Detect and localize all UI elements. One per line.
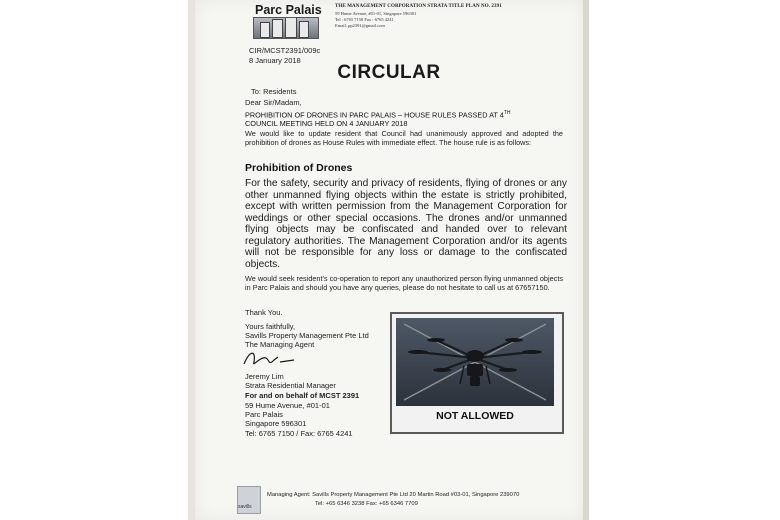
reference-number: CIR/MCST2391/009c — [249, 46, 321, 55]
circular-date: 8 January 2018 — [249, 56, 301, 65]
sig-address-line-2: Parc Palais — [245, 410, 283, 419]
sig-address-line-1: 59 Hume Avenue, #01-01 — [245, 401, 330, 410]
management-title: THE MANAGEMENT CORPORATION STRATA TITLE PLAN NO. 2391 — [335, 4, 502, 9]
section-title: Prohibition of Drones — [245, 162, 353, 174]
drone-photo — [396, 318, 554, 406]
logo-name: Parc Palais — [255, 3, 322, 17]
subject-superscript: TH — [503, 110, 511, 116]
background-right-edge — [583, 0, 589, 520]
circular-document — [195, 0, 583, 520]
signatory-title: Strata Residential Manager — [245, 381, 336, 390]
sig-address-line-3: Singapore 596301 — [245, 419, 307, 428]
thank-you: Thank You. — [245, 308, 283, 317]
footer-line-2: Tel: +65 6346 3238 Fax: +65 6346 7709 — [315, 501, 418, 507]
footer-line-1: Managing Agent: Savills Property Management Pte Ltd 20 Martin Road #03-01, Singapore 239070 — [267, 492, 520, 498]
managing-role: The Managing Agent — [245, 340, 315, 349]
sig-contact: Tel: 6765 7150 / Fax: 6765 4241 — [245, 429, 353, 438]
management-address: 59 Hume Avenue, #01-01, Singapore 596301 — [335, 11, 417, 16]
subject-part-b: COUNCIL MEETING HELD ON 4 JANUARY 2018 — [245, 119, 408, 129]
parc-palais-logo-image — [253, 17, 319, 39]
subject-line — [245, 109, 563, 128]
rule-paragraph: For the safety, security and privacy of residents, flying of drones or any other unmanned flying objects within the estate is strictly prohibited, except with written permission from the Management Corporation for weddings or other special occasions. The drones and/or unmanned flying objects may be confiscated and handed over to relevant regulatory authorities. The Management Corporation and/or its agents will not be responsible for any loss or damage to the confiscated objects. — [245, 178, 567, 270]
behalf-line: For and on behalf of MCST 2391 — [245, 391, 360, 400]
salutation: Dear Sir/Madam, — [245, 98, 302, 107]
yours-faithfully: Yours faithfully, — [245, 322, 296, 331]
savills-logo-text: savills — [238, 504, 252, 510]
managing-company: Savills Property Management Pte Ltd — [245, 331, 369, 340]
signatory-name: Jeremy Lim — [245, 372, 284, 381]
management-tel-fax: Tel : 6765 7150 Fax : 6765 4241 — [335, 17, 394, 22]
not-allowed-caption: NOT ALLOWED — [436, 410, 514, 422]
drone-image-panel — [390, 312, 564, 434]
page-title: CIRCULAR — [337, 62, 441, 83]
handwritten-signature — [240, 348, 300, 370]
subject-part-a: PROHIBITION OF DRONES IN PARC PALAIS – HOUSE RULES PASSED AT 4 — [245, 110, 504, 120]
intro-paragraph: We would like to update resident that Council had unanimously approved and adopted the prohibition of drones as House Rules with immediate effect. The house rule is as follows: — [245, 129, 563, 147]
drone-icon — [396, 318, 554, 406]
closing-paragraph: We would seek resident's co-operation to report any unauthorized person flying unmanned objects in Parc Palais and should you have any queries, please do not hesitate to call us at 67657150. — [245, 274, 563, 292]
recipient-line: To: Residents — [251, 87, 297, 96]
management-email: Email: pp2391@gmail.com — [335, 23, 385, 28]
